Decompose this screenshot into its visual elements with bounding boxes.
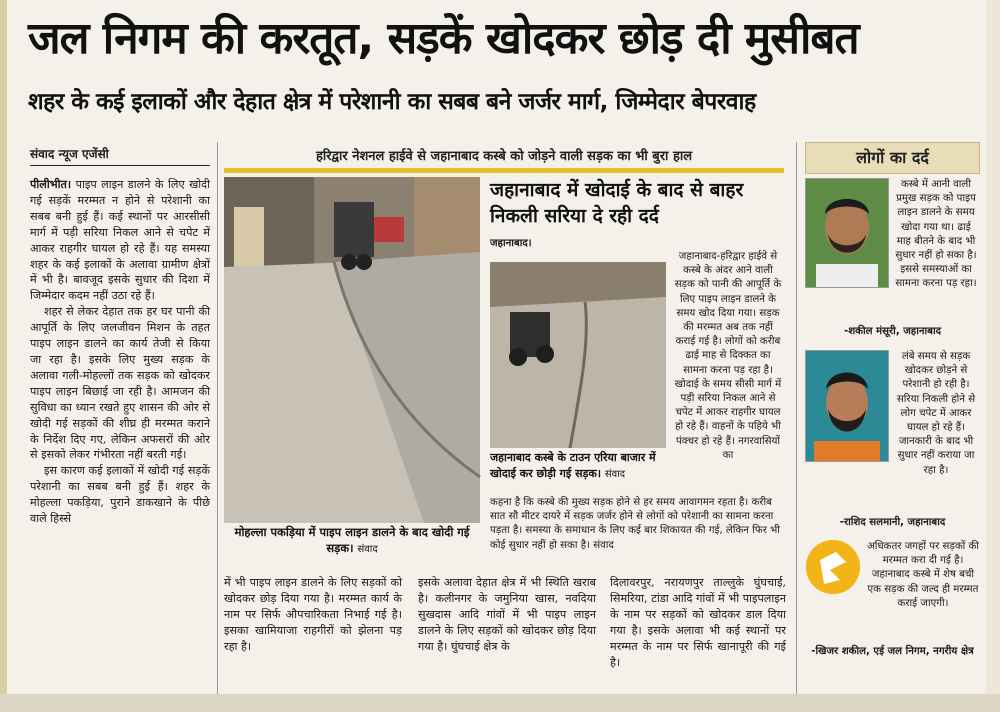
quote-1-attribution: -शकील मंसूरी, जहानाबाद	[843, 326, 942, 337]
story-column-3: इसके अलावा देहात क्षेत्र में भी स्थिति खराब है। कलीनगर के जमुनिया खास, नवदिया सुखदास आदि गांवों में भी पाइप लाइन डालने के लिए सड़कों को खोदकर छोड़ दिया गया है। घुंघचाई क्षेत्र के	[418, 576, 596, 653]
sidebar-headline: जहानाबाद में खोदाई के बाद से बाहर निकली सरिया दे रही दर्द	[490, 179, 744, 227]
story-column-1	[30, 177, 210, 692]
byline: संवाद न्यूज एजेंसी	[30, 147, 109, 161]
quote-3: अधिकतर जगहों पर सड़कों की मरम्मत करा दी गई है। जहानाबाद कस्बे में शेष बची एक सड़क की जल्द ही मरम्मत कराई जाएगी।	[867, 541, 979, 609]
adjacent-page-edge	[986, 0, 1000, 712]
photo1-caption	[230, 524, 474, 558]
sidebar-story-continued	[490, 496, 784, 558]
photo1-caption-text: मोहल्ला पकड़िया में पाइप लाइन डालने के बाद खोदी गई सड़क।	[234, 525, 470, 555]
banner-accent-bar	[224, 168, 784, 173]
story-paragraph-3: इस कारण कई इलाकों में खोदी गई सड़कें परेशानी का सबब बनी हुई हैं। शहर के मोहल्ला पकड़िया, पुराने डाकखाने के पीछे वाले हिस्से	[30, 464, 210, 526]
sidebar-dateline: जहानाबाद।	[490, 238, 532, 249]
story-column-2: में भी पाइप लाइन डालने के लिए सड़कों को खोदकर छोड़ दिया गया है। मरम्मत कार्य के नाम पर सिर्फ औपचारिकता निभाई गई है। इसका खामियाजा राहगीरों को झेलना पड़ रहा है।	[224, 576, 402, 653]
portrait-rashid-salmani	[805, 350, 889, 462]
quote-1: कस्बे में आनी वाली प्रमुख सड़क को पाइप लाइन डालने के समय खोदा गया था। ढाई माह बीतने के बाद भी सुधार नहीं हो सका है। इससे समस्याओं का सामना करना पड़ रहा।	[895, 179, 977, 290]
quote-3-attribution: -खिजर शकील, एई जल निगम, नगरीय क्षेत्र	[811, 646, 974, 657]
story-paragraph-1: पाइप लाइन डालने के लिए खोदी गई सड़कें मरम्मत न होने से परेशानी का सबब बनी हुई हैं। कई स्थानों पर आरसीसी मार्ग में पड़ी सरिया निकल आने से चपेट में आकर राहगीर घायल हो रहे हैं। यह समस्या शहर के कई इलाकों के अलावा ग्रामीण क्षेत्रों में भी है। बावजूद इसके सुधार की दिशा में जिम्मेदार कदम नहीं उठा रहे हैं।	[30, 178, 210, 303]
quote-2-attribution: -राशिद सलमानी, जहानाबाद	[839, 517, 946, 528]
road-photo-illustration	[224, 177, 480, 523]
page-left-edge	[0, 0, 7, 712]
jal-nigam-logo	[806, 540, 860, 594]
story-column-4: दिलावरपुर, नरायणपुर ताल्लुके घुंघचाई, सिमरिया, टांडा आदि गांवों में भी पाइपलाइन के नाम पर सड़कों को खोदकर डाल दिया गया है। इसके अलावा भी कई स्थानों पर मरम्मत के नाम पर सिर्फ खानापूरी की गई है।	[610, 576, 786, 669]
byline-rule	[30, 165, 210, 166]
section-banner: हरिद्वार नेशनल हाईवे से जहानाबाद कस्बे को जोड़ने वाली सड़क का भी बुरा हाल	[315, 149, 693, 164]
sidebar-story-continued-text: कहना है कि कस्बे की मुख्य सड़क होने से हर समय आवागमन रहता है। करीब सात सौ मीटर दायरे में सड़क जर्जर होने से लोगों को परेशानी का सामना करना पड़ता है। समस्या के समाधान के लिए कई बार शिकायत की गई, लेकिन फिर भी कोई सुधार नहीं हो सका है।	[490, 497, 780, 551]
person-avatar-icon	[806, 351, 888, 461]
sidebar-story-text: जहानाबाद-हरिद्वार हाईवे से कस्बे के अंदर आने वाली सड़क को पानी की आपूर्ति के लिए पाइप लाइन डालने के समय खोद दिया गया। सड़क की मरम्मत अब तक नहीं कराई गई है। लोगों को करीब ढाई माह से दिक्कत का सामना करना पड़ रहा है। खोदाई के समय सीसी मार्ग में पड़ी सरिया निकल आने से चपेट में आकर राहगीर घायल हो रहे हैं। वाहनों के पहिये भी पंक्चर हो रहे हैं। नगरवासियों का	[674, 251, 782, 461]
headline: जल निगम की करतूत, सड़कें खोदकर छोड़ दी मुसीबत	[28, 13, 859, 64]
photo2-caption-text: जहानाबाद कस्बे के टाउन एरिया बाजार में खोदाई कर छोड़ी गई सड़क।	[490, 451, 656, 480]
public-voice-box-title: लोगों का दर्द	[805, 142, 980, 174]
road-photo-jahanabad	[490, 262, 666, 448]
logo-icon	[806, 540, 860, 594]
dateline: पीलीभीत।	[30, 177, 72, 191]
sidebar-credit: संवाद	[593, 539, 614, 551]
portrait-shakeel-mansoori	[805, 178, 889, 288]
quote-2: लंबे समय से सड़क खोदकर छोड़ने से परेशानी हो रही है। सरिया निकली होने से लोग चपेट में आकर घायल हो रहे हैं। जानकारी के बाद भी सुधार नहीं कराया जा रहा है।	[896, 351, 976, 476]
story-paragraph-2: शहर से लेकर देहात तक हर घर पानी की आपूर्ति के लिए जलजीवन मिशन के तहत पाइप लाइन डालने का कार्य तेजी से किया जा रहा है। इसके लिए मुख्य सड़क के अलावा गली-मोहल्लों तक सड़क को खोदकर पाइप लाइन बिछाई जा रही है। आमजन की सुविधा का ध्यान रखते हुए शासन की ओर से खोदी गई सड़कों की शीघ्र ही मरम्मत कराने के निर्देश दिए गए, लेकिन अफसरों की ओर से इसको लेकर गंभीरता नहीं बरती गई।	[30, 305, 210, 462]
photo1-credit: संवाद	[357, 544, 378, 555]
person-avatar-icon	[806, 179, 888, 287]
photo2-caption	[490, 450, 666, 483]
next-article-strip	[0, 694, 1000, 712]
column-divider-right	[796, 142, 797, 694]
road-photo-pakadiya	[224, 177, 480, 523]
photo2-credit: संवाद	[604, 469, 626, 480]
column-divider	[217, 142, 218, 694]
jahanabad-photo-illustration	[490, 262, 666, 448]
subheadline: शहर के कई इलाकों और देहात क्षेत्र में परेशानी का सबब बने जर्जर मार्ग, जिम्मेदार बेपरवाह	[28, 89, 756, 115]
